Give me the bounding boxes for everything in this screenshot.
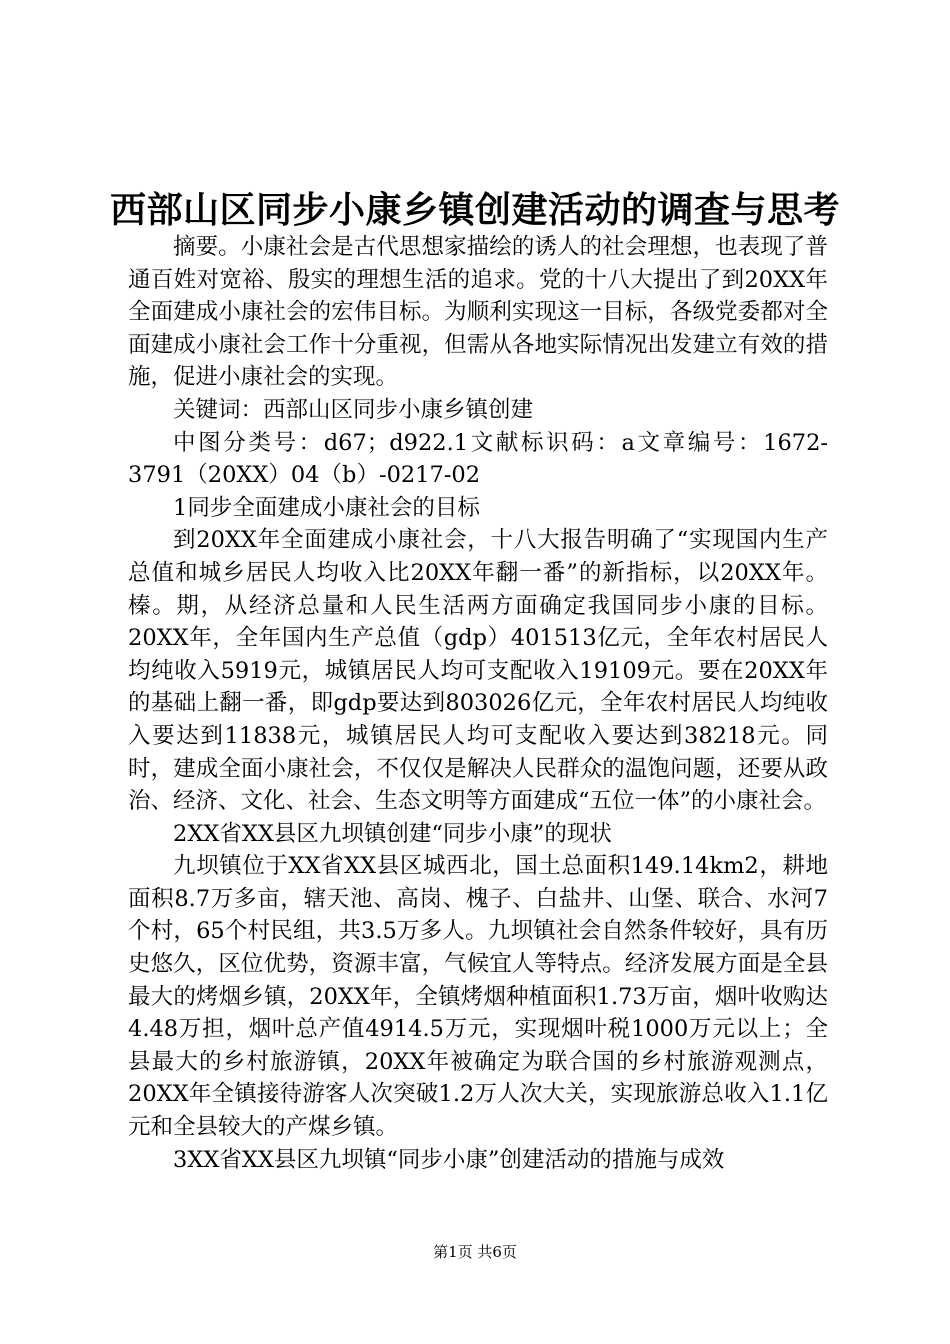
document-body [128,231,828,1176]
keywords-line: 关键词：西部山区同步小康乡镇创建 [173,396,534,423]
abstract-paragraph: 摘要。小康社会是古代思想家描绘的诱人的社会理想，也表现了普通百姓对宽裕、殷实的理想生活的追求。党的十八大提出了到20XX年全面建成小康社会的宏伟目标。为顺利实现这一目标，各级党委都对全面建成小康社会工作十分重视，但需从各地实际情况出发建立有效的措施，促进小康社会的实现。 [128,234,828,391]
section-2-heading: 2XX省XX县区九坝镇创建“同步小康”的现状 [173,820,612,847]
section-2-paragraph: 九坝镇位于XX省XX县区城西北，国土总面积149.14km2，耕地面积8.7万多亩，辖天池、高岗、槐子、白盐井、山堡、联合、水河7个村，65个村民组，共3.5万多人。九坝镇社会自然条件较好，具有历史悠久，区位优势，资源丰富，气候宜人等特点。经济发展方面是全县最大的烤烟乡镇，20XX年，全镇烤烟种植面积1.73万亩，烟叶收购达4.48万担，烟叶总产值4914.5万元，实现烟叶税1000万元以上；全县最大的乡村旅游镇，20XX年被确定为联合国的乡村旅游观测点，20XX年全镇接待游客人次突破1.2万人次大关，实现旅游总收入1.1亿元和全县较大的产煤乡镇。 [128,853,828,1141]
section-1-heading: 1同步全面建成小康社会的目标 [173,494,480,521]
section-3-heading: 3XX省XX县区九坝镇“同步小康”创建活动的措施与成效 [173,1146,725,1173]
classification-line: 中图分类号：d67；d922.1文献标识码：a文章编号：1672-3791（20XX）04（b）-0217-02 [128,429,828,489]
document-title: 西部山区同步小康乡镇创建活动的调查与思考 [109,189,840,231]
section-1-paragraph: 到20XX年全面建成小康社会，十八大报告明确了“实现国内生产总值和城乡居民人均收入比20XX年翻一番”的新指标，以20XX年。榛。期，从经济总量和人民生活两方面确定我国同步小康的目标。20XX年，全年国内生产总值（gdp）401513亿元，全年农村居民人均纯收入5919元，城镇居民人均可支配收入19109元。要在20XX年的基础上翻一番，即gdp要达到803026亿元，全年农村居民人均纯收入要达到11838元，城镇居民人均可支配收入要达到38218元。同时，建成全面小康社会，不仅仅是解决人民群众的温饱问题，还要从政治、经济、文化、社会、生态文明等方面建成“五位一体”的小康社会。 [128,527,828,815]
page-footer: 第1页 共6页 [433,1243,517,1261]
